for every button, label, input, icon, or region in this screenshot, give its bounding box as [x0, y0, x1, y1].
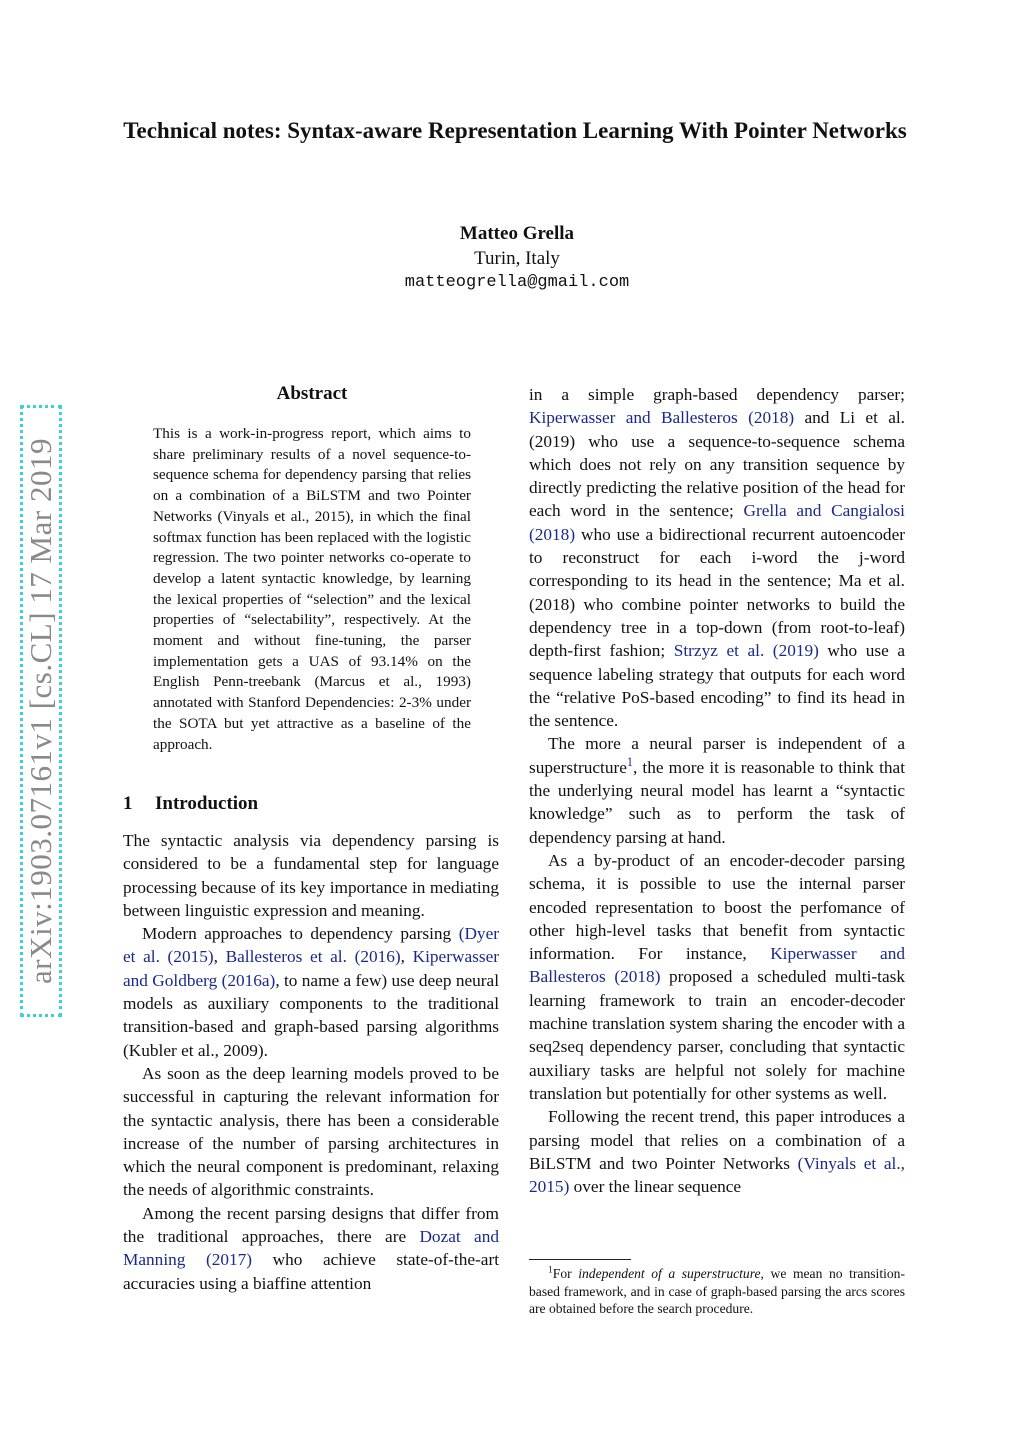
footnote-number: 1 — [548, 1265, 553, 1276]
footnote-1: $^1$For independent of a superstructure, we mean no transition-based framework, and in case of graph-based parsing the arcs scores are obtained before the search procedure. — [529, 1265, 905, 1316]
intro-paragraph-1: The syntactic analysis via dependency parsing is considered to be a fundamental step for language processing because of its key importance in mediating between linguistic expression and meaning. — [123, 831, 499, 920]
intro-paragraph-2: Modern approaches to dependency parsing (Dyer et al. (2015), Ballesteros et al. (2016), Kiperwasser and Goldberg (2016a), to name a few) use deep neural models as auxiliary components to the traditional transition-based and graph-based parsing algorithms (Kubler et al., 2009). — [123, 924, 500, 1060]
arxiv-side-stamp — [20, 405, 62, 1017]
section-title: Introduction — [155, 793, 259, 814]
intro-paragraph-continued: in a simple graph-based dependency parser; Kiperwasser and Ballesteros (2018) and Li et al. (2019) who use a sequence-to-sequence schema which does not rely on any transition sequence by directly predicting the relative position of the head for each word in the sentence; Grella and Cangialosi (2018) who use a bidirectional recurrent autoencoder to reconstruct for each i-word the j-word corresponding to its head in the sentence; Ma et al. (2018) who combine pointer networks to build the dependency tree in a top-down (from root-to-leaf) depth-first fashion; Strzyz et al. (2019) who use a sequence labeling strategy that outputs for each word the “relative PoS-based encoding” to find its head in the sentence. — [529, 385, 905, 731]
intro-paragraph-6: As a by-product of an encoder-decoder parsing schema, it is possible to use the internal parser encoded representation to boost the perfomance of other high-level tasks that benefit from syntactic information. For instance, Kiperwasser and Ballesteros (2018) proposed a scheduled multi-task learning framework to train an encoder-decoder machine translation system sharing the encoder with a seq2seq dependency parser, concluding that syntactic auxiliary tasks are helpful not solely for machine translation but potentially for other systems as well. — [529, 850, 905, 1103]
intro-paragraph-7: Following the recent trend, this paper introduces a parsing model that relies on a combination of a BiLSTM and two Pointer Networks (Vinyals et al., 2015) over the linear sequence — [529, 1107, 905, 1197]
author-email[interactable]: matteogrella@gmail.com — [404, 273, 630, 292]
paper-title: Technical notes: Syntax-aware Representation Learning With Pointer Networks — [123, 118, 907, 143]
footnote-divider — [529, 1259, 631, 1260]
abstract-text: This is a work-in-progress report, which aims to share preliminary results of a novel sequence-to-sequence schema for dependency parsing that relies on a combination of a BiLSTM and two Pointer Networks (Vinyals et al., 2015), in which the final softmax function has been replaced with the logistic regression. The two pointer networks co-operate to develop a latent syntactic knowledge, by learning the lexical properties of “selection” and the lexical properties of “selectability”, respectively. At the moment and without fine-tuning, the parser implementation gets a UAS of 93.14% on the English Penn-treebank (Marcus et al., 1993) annotated with Stanford Dependencies: 2-3% under the SOTA but yet attractive as a baseline of the approach. — [153, 425, 471, 753]
abstract-heading: Abstract — [276, 383, 348, 404]
citation-link[interactable]: Ballesteros et al. (2016) — [225, 947, 401, 967]
citation-link[interactable]: Kiperwasser and Ballesteros (2018) — [529, 408, 795, 428]
arxiv-id: arXiv:1903.07161v1 [cs.CL] 17 Mar 2019 — [23, 438, 58, 984]
citation-link[interactable]: (Vinyals et al., 2015) — [529, 1153, 905, 1197]
citation-link[interactable]: Kiperwasser and Ballesteros (2018) — [529, 944, 905, 987]
intro-paragraph-5: The more a neural parser is independent of a superstructure$^1$, the more it is reasonable to think that the underlying neural model has learnt a “syntactic knowledge” such as to perform the task of dependency parsing at hand. — [529, 734, 905, 847]
footnote-marker[interactable]: 1 — [626, 754, 633, 769]
intro-paragraph-4: Among the recent parsing designs that differ from the traditional approaches, there are Dozat and Manning (2017) who achieve state-of-the-art accuracies using a biaffine attention — [123, 1203, 499, 1293]
section-heading-introduction — [123, 793, 258, 815]
citation-link[interactable]: Grella and Cangialosi (2018) — [529, 501, 905, 544]
section-number: 1 — [123, 793, 133, 814]
citation-link[interactable]: Dozat and Manning (2017) — [123, 1227, 499, 1270]
right-column — [529, 383, 905, 1198]
citation-link[interactable]: Strzyz et al. (2019) — [673, 641, 819, 661]
citation-link[interactable]: (Dyer et al. (2015) — [123, 924, 499, 967]
left-column — [123, 829, 499, 1295]
citation-link[interactable]: Kiperwasser and Goldberg (2016a) — [123, 947, 499, 990]
author-affiliation: Turin, Italy — [474, 248, 560, 269]
intro-paragraph-3: As soon as the deep learning models proved to be successful in capturing the relevant information for the syntactic analysis, there has been a considerable increase of the number of parsing architectures in which the neural component is predominant, relaxing the needs of algorithmic constraints. — [123, 1063, 499, 1200]
author-name: Matteo Grella — [459, 223, 575, 244]
